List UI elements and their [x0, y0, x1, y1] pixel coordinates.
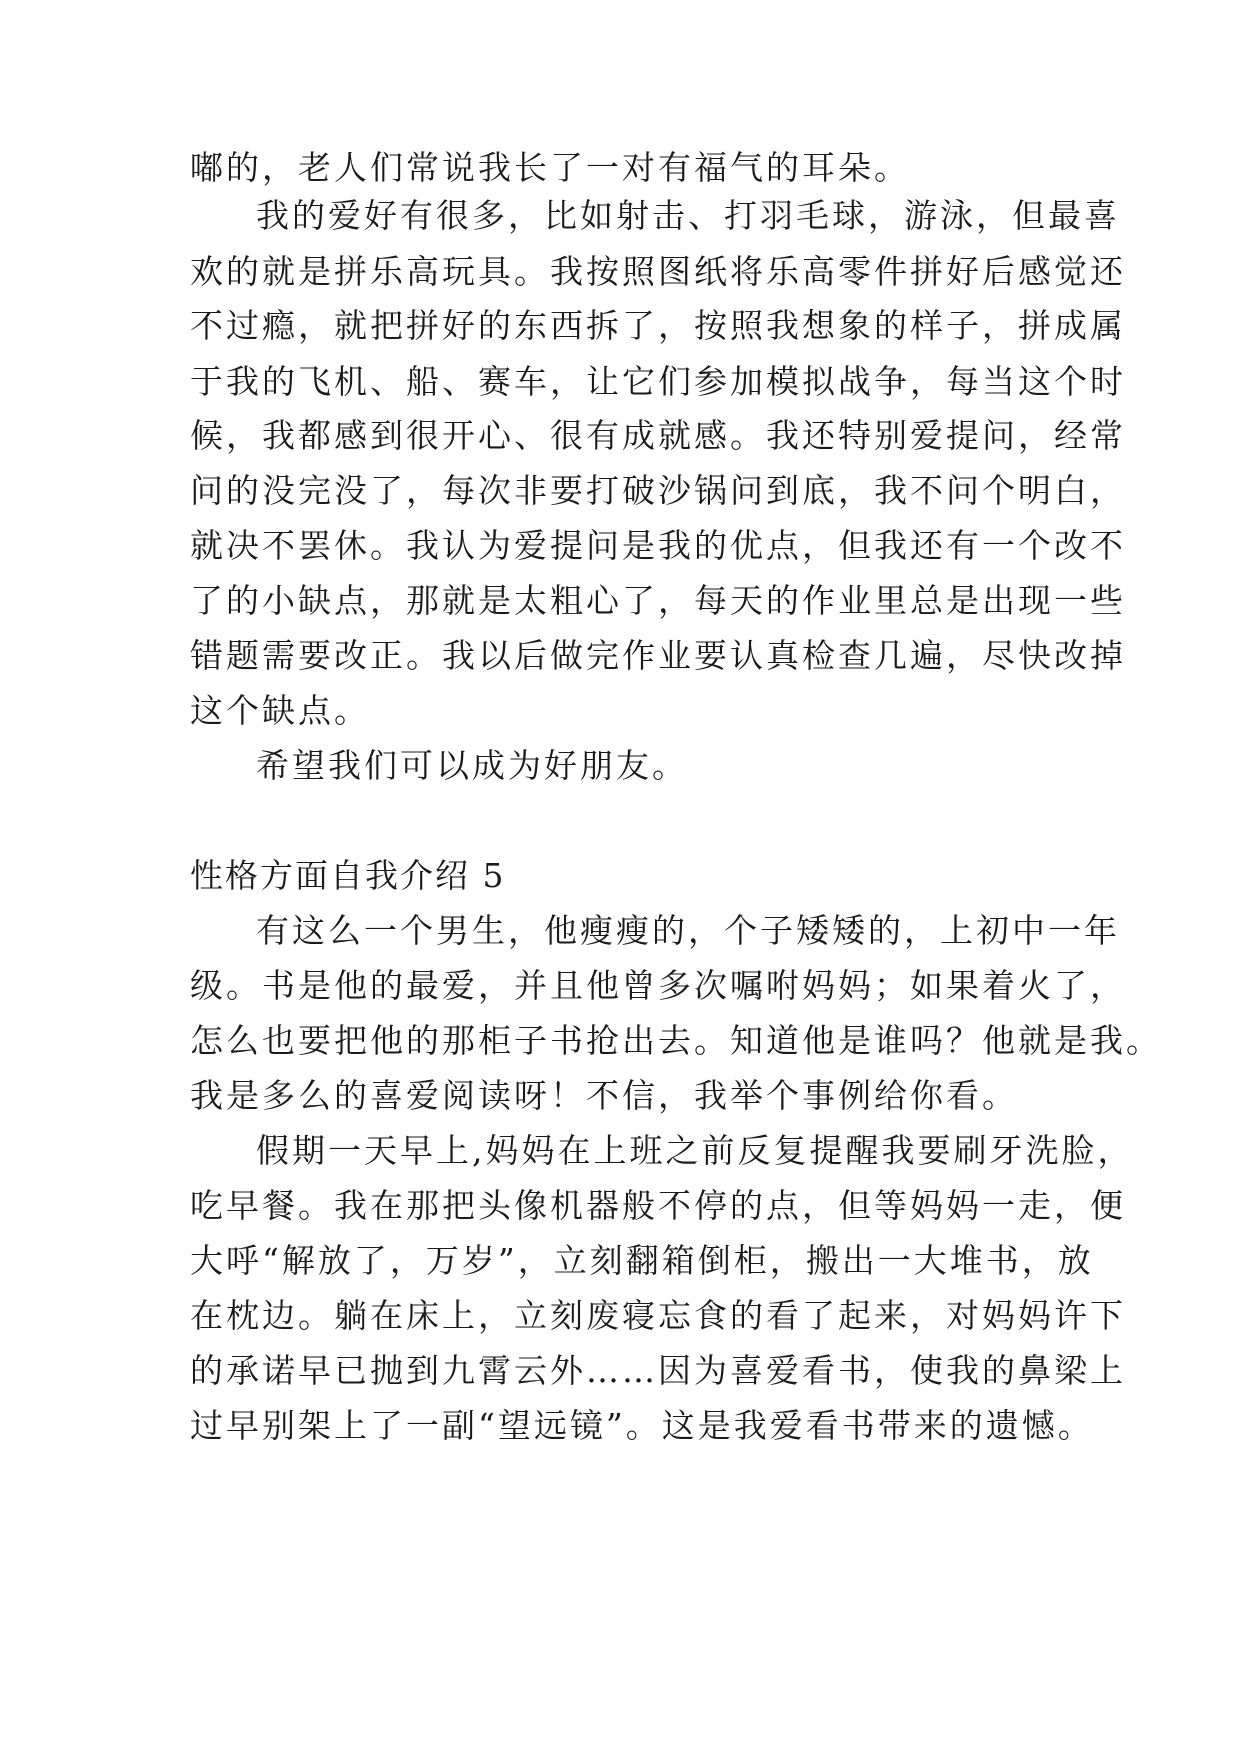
text-line: 的承诺早已抛到九霄云外……因为喜爱看书，使我的鼻梁上 [190, 1351, 1126, 1390]
text-line: 候，我都感到很开心、很有成就感。我还特别爱提问，经常 [190, 416, 1126, 455]
section-heading: 性格方面自我介绍 5 [190, 856, 506, 895]
text-line: 问的没完没了，每次非要打破沙锅问到底，我不问个明白， [190, 471, 1126, 510]
text-line: 过早别架上了一副“望远镜”。这是我爱看书带来的遗憾。 [190, 1406, 1094, 1445]
text-line: 于我的飞机、船、赛车，让它们参加模拟战争，每当这个时 [190, 362, 1126, 401]
text-line: 这个缺点。 [190, 691, 370, 730]
text-line: 了的小缺点，那就是太粗心了，每天的作业里总是出现一些 [190, 581, 1126, 620]
text-line: 就决不罢休。我认为爱提问是我的优点，但我还有一个改不 [190, 526, 1126, 565]
text-line: 级。书是他的最爱，并且他曾多次嘱咐妈妈；如果着火了， [190, 966, 1126, 1005]
text-line: 不过瘾，就把拼好的东西拆了，按照我想象的样子，拼成属 [190, 306, 1126, 345]
text-line: 怎么也要把他的那柜子书抢出去。知道他是谁吗？他就是我。 [190, 1021, 1162, 1060]
text-line: 我是多么的喜爱阅读呀！不信，我举个事例给你看。 [190, 1076, 1018, 1115]
text-line: 大呼“解放了，万岁”，立刻翻箱倒柜，搬出一大堆书，放 [190, 1241, 1094, 1280]
text-line: 欢的就是拼乐高玩具。我按照图纸将乐高零件拼好后感觉还 [190, 252, 1126, 291]
text-line: 嘟的，老人们常说我长了一对有福气的耳朵。 [190, 148, 910, 187]
text-line: 吃早餐。我在那把头像机器般不停的点，但等妈妈一走，便 [190, 1186, 1126, 1225]
paragraph-first-line: 有这么一个男生，他瘦瘦的，个子矮矮的，上初中一年 [256, 911, 1120, 950]
text-line: 在枕边。躺在床上，立刻废寝忘食的看了起来，对妈妈许下 [190, 1296, 1126, 1335]
paragraph-first-line: 假期一天早上,妈妈在上班之前反复提醒我要刷牙洗脸， [256, 1131, 1134, 1170]
paragraph-first-line: 希望我们可以成为好朋友。 [256, 746, 688, 785]
paragraph-first-line: 我的爱好有很多，比如射击、打羽毛球，游泳，但最喜 [256, 196, 1120, 235]
text-line: 错题需要改正。我以后做完作业要认真检查几遍，尽快改掉 [190, 636, 1126, 675]
